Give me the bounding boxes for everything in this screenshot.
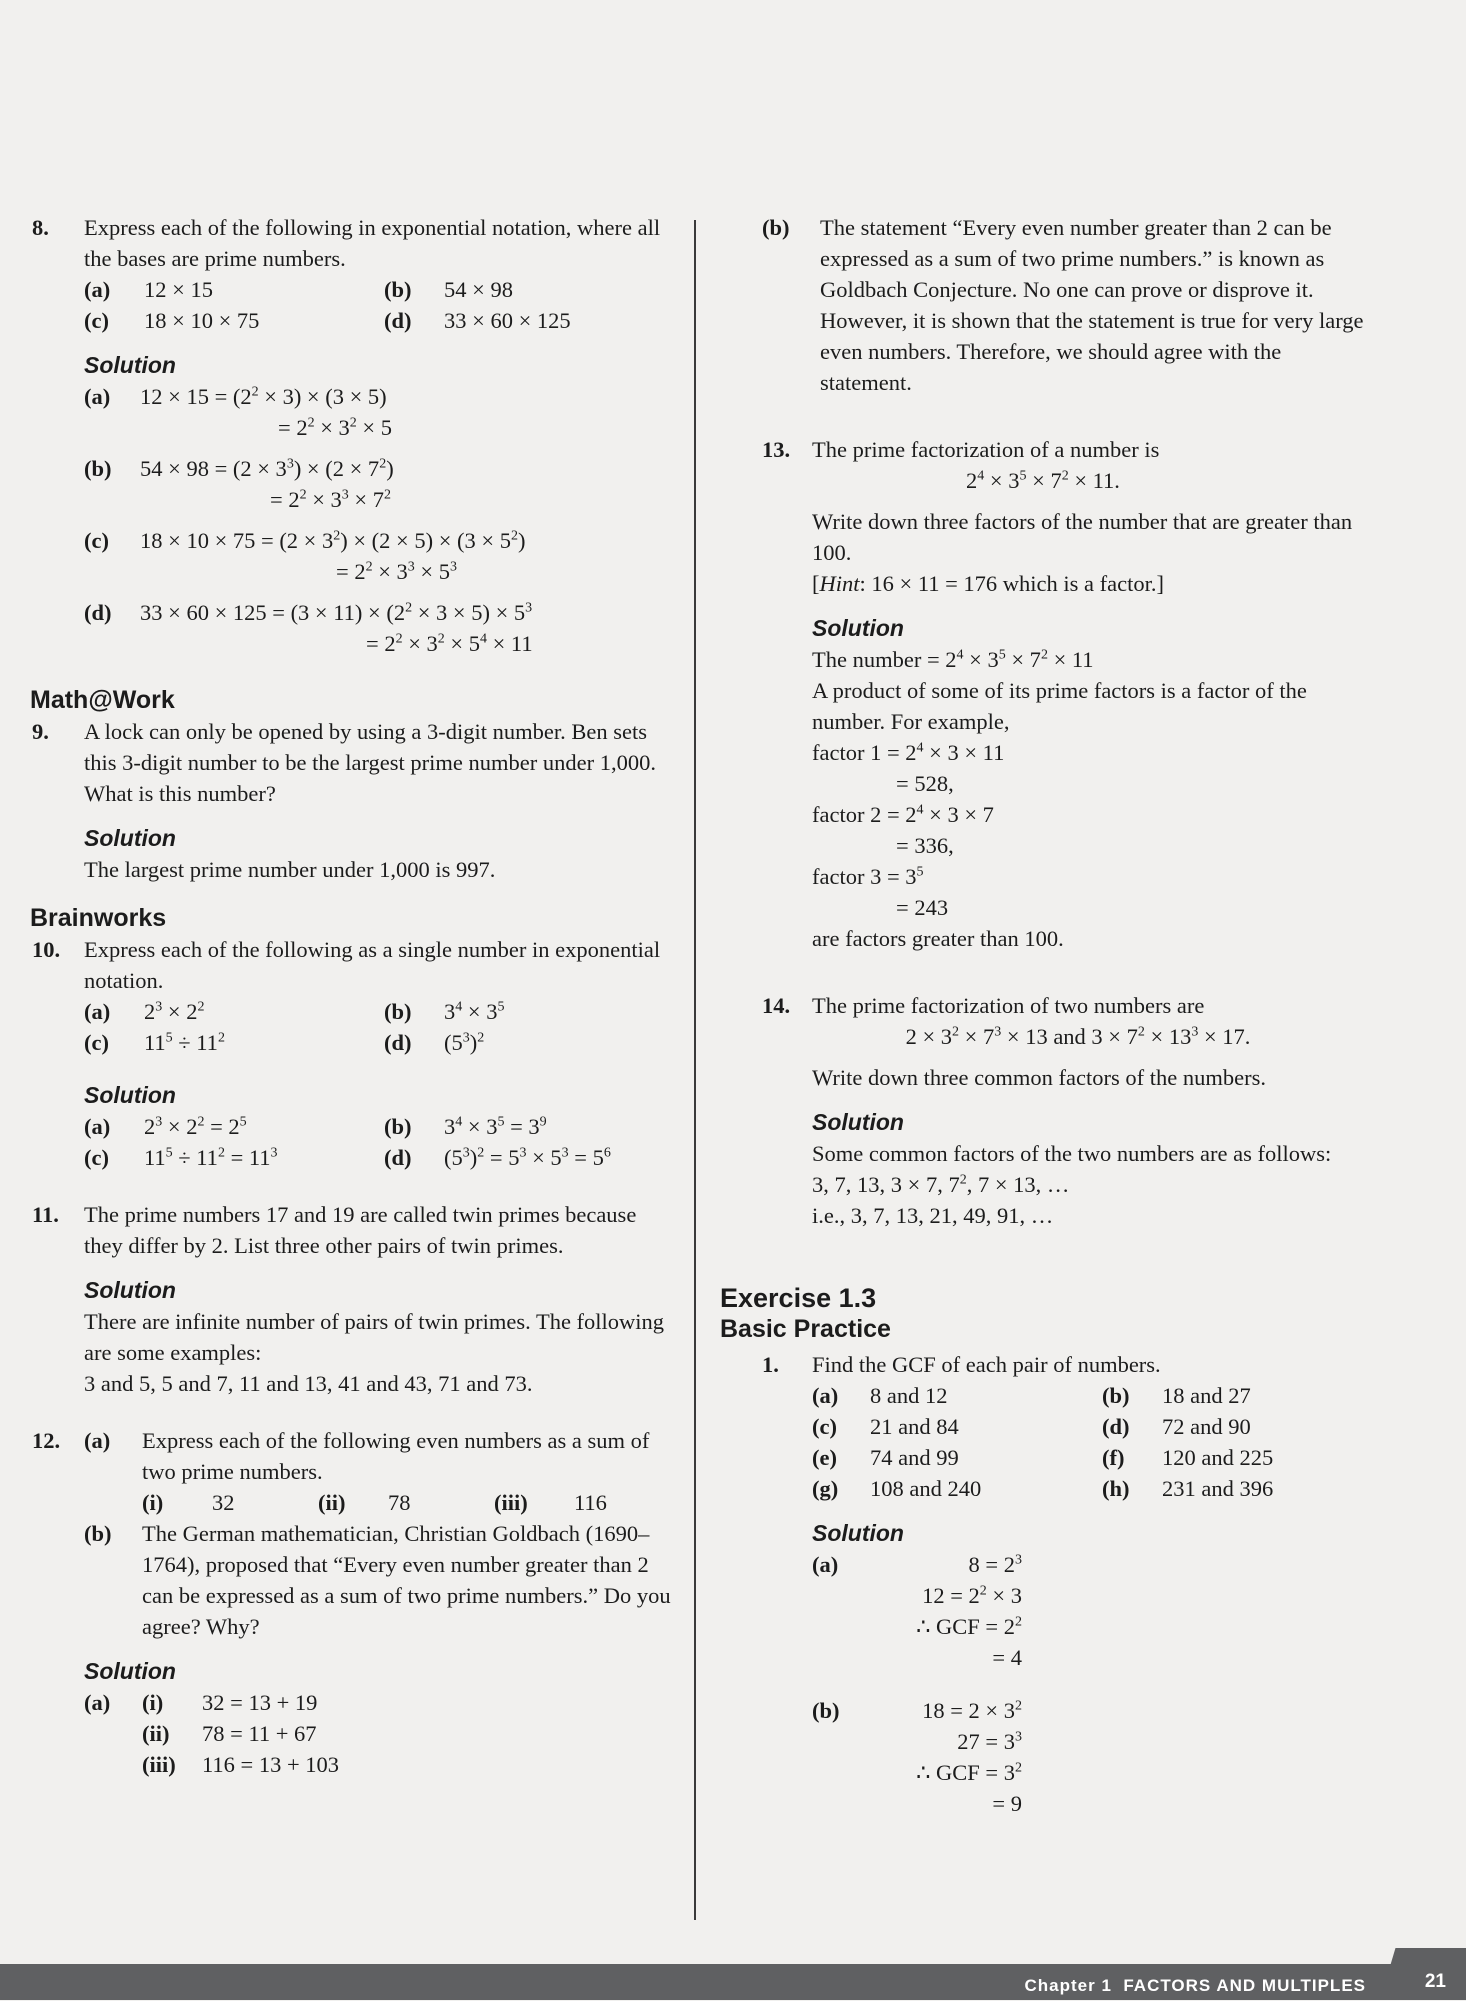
question-8 [32,212,680,659]
solution-heading: Solution [84,1082,176,1108]
question-number: 11. [32,1202,59,1227]
part-value: $2^3 \times 2^2$ [144,999,205,1024]
question-number: 1. [762,1352,779,1377]
question-parts [84,996,680,1058]
question-text: Express each of the following as a single number in exponential notation. [84,937,661,993]
equation: 32 = 13 + 19 [202,1690,318,1715]
gcf-solution [812,1695,1374,1819]
question-14 [762,990,1374,1231]
equation: 78 = 11 + 67 [202,1721,317,1746]
part-label: (b) [384,277,412,302]
question-10 [32,934,680,1173]
equation: = $2^2 \times 3^2 \times 5$ [278,415,392,440]
solution-text: A product of some of its prime factors is a factor of the number. For example, [812,678,1307,734]
equation: ∴ GCF = $2^2$ [916,1614,1022,1639]
solution-lines [142,1687,680,1780]
question-text: The prime numbers 17 and 19 are called twin primes because they differ by 2. List three other pairs of twin primes. [84,1202,637,1258]
part-value: $(5^3)^2$ [444,1030,485,1055]
sub-value: 32 [212,1490,235,1515]
factor-result: = 243 [896,895,949,920]
question-text: The prime factorization of two numbers are [812,993,1205,1018]
part-label: (b) [812,1698,840,1723]
equation: = 9 [992,1791,1022,1816]
part-label: (a) [84,384,111,409]
part-label: (c) [84,1145,109,1170]
chapter-title: FACTORS AND MULTIPLES [1123,1976,1366,1995]
gcf-solution [812,1549,1374,1673]
part-value: $3^4 \times 3^5$ [444,999,505,1024]
equation: $54 \times 98 = (2 \times 3^3) \times (2 \times 7^2)$ [140,456,394,481]
sub-label: (i) [142,1690,164,1715]
part-value: 231 and 396 [1162,1476,1274,1501]
solution-text: i.e., 3, 7, 13, 21, 49, 91, … [812,1203,1054,1228]
solution-line [142,1718,680,1749]
equation: $33 \times 60 \times 125 = (3 \times 11) \times (2^2 \times 3 \times 5) \times 5^3$ [140,600,533,625]
question-12 [32,1425,680,1780]
footer-chapter [1024,1970,1366,2001]
sub-value: 116 [574,1490,607,1515]
page-number: 21 [1424,1971,1446,1992]
part-label: (b) [84,456,112,481]
part-label: (d) [84,600,112,625]
part-label: (a) [84,1428,111,1453]
part-label: (e) [812,1445,837,1470]
part-value: 120 and 225 [1162,1445,1274,1470]
equation: $18 \times 10 \times 75 = (2 \times 3^2) \times (2 \times 5) \times (3 \times 5^2)$ [140,528,526,553]
question-number: 12. [32,1428,61,1453]
part-label: (a) [812,1383,839,1408]
solution-text: There are infinite number of pairs of twin primes. The following are some examples: [84,1309,665,1365]
solution-part [84,597,680,659]
part-value: 54 × 98 [444,277,513,302]
question-number: 13. [762,437,791,462]
expression: $2^4 \times 3^5 \times 7^2 \times 11$. [966,468,1120,493]
question-number: 14. [762,993,791,1018]
part-label: (a) [812,1552,839,1577]
part-value: $11^5 \div 11^2 = 11^3$ [144,1145,278,1170]
section-heading-brainworks: Brainworks [30,904,167,932]
part-text: Express each of the following even numbers as a sum of two prime numbers. [142,1428,650,1484]
hint: [Hint: 16 × 11 = 176 which is a factor.] [812,571,1165,596]
part-value: 72 and 90 [1162,1414,1251,1439]
part-label: (a) [84,999,111,1024]
part-value: $11^5 \div 11^2$ [144,1030,225,1055]
section-heading-mathwork: Math@Work [30,686,175,714]
part-label [84,484,140,515]
solution-line [84,484,680,515]
part-label: (d) [1102,1414,1130,1439]
part-value: 12 × 15 [144,277,213,302]
part-label: (f) [1102,1445,1125,1470]
part-label: (g) [812,1476,839,1501]
question-text: Find the GCF of each pair of numbers. [812,1352,1161,1377]
part-label: (h) [1102,1476,1130,1501]
part-label: (c) [84,1030,109,1055]
part-value: $2^3 \times 2^2 = 2^5$ [144,1114,247,1139]
solution-heading: Solution [84,352,176,378]
part-value: 18 × 10 × 75 [144,308,260,333]
question-number: 9. [32,719,49,744]
part-label: (d) [384,1145,412,1170]
part-text: The German mathematician, Christian Goldbach (1690–1764), proposed that “Every even number greater than 2 can be expressed as a sum of two prime numbers.” Do you agree? Why? [142,1521,671,1639]
factor-result: = 528, [896,771,954,796]
expression: $2 \times 3^2 \times 7^3 \times 13$ and $3 \times 7^2 \times 13^3 \times 17$. [905,1024,1251,1049]
exercise-question-1 [762,1349,1374,1819]
part-value: $(5^3)^2 = 5^3 \times 5^3 = 5^6$ [444,1145,611,1170]
solution-heading: Solution [84,1658,176,1684]
solution-12a [84,1687,680,1780]
sub-label: (ii) [318,1490,346,1515]
question-number: 8. [32,215,49,240]
solution-heading: Solution [812,1109,904,1135]
solution-line [84,556,680,587]
part-label: (b) [84,1521,112,1546]
gcf-lines [872,1695,1022,1819]
solution-heading: Solution [84,825,176,851]
exercise-subheading: Basic Practice [720,1315,891,1343]
factor-line: factor $1 = 2^4 \times 3 \times 11$ [812,740,1005,765]
left-column [32,212,680,1780]
right-column-content [720,212,1374,1819]
solution-line [84,628,680,659]
part-label: (b) [762,215,790,240]
equation: $8 = 2^3$ [968,1552,1022,1577]
part-label: (a) [84,277,111,302]
part-label: (d) [384,308,412,333]
question-number: 10. [32,937,61,962]
part-value: 74 and 99 [870,1445,959,1470]
part-value: 18 and 27 [1162,1383,1251,1408]
footer-page-tab [1380,1948,1466,2000]
solution-body [84,1111,680,1173]
solution-part [84,525,680,587]
question-text: A lock can only be opened by using a 3-digit number. Ben sets this 3-digit number to be the largest prime number under 1,000. What is this number? [84,719,656,806]
factor-line: factor $3 = 3^5$ [812,864,924,889]
part-label [84,628,140,659]
solution-text: are factors greater than 100. [812,926,1064,951]
solution-line [84,597,680,628]
question-12a [84,1425,680,1518]
question-12b [84,1518,680,1642]
equation: = 4 [992,1645,1022,1670]
solution-heading: Solution [812,1520,904,1546]
question-13 [762,434,1374,954]
equation: ∴ GCF = $3^2$ [916,1760,1022,1785]
part-value: 8 and 12 [870,1383,948,1408]
sub-label: (iii) [494,1490,528,1515]
part-value: 21 and 84 [870,1414,959,1439]
part-label [84,412,140,443]
equation: = $2^2 \times 3^2 \times 5^4 \times 11$ [366,631,533,656]
factor-line: factor $2 = 2^4 \times 3 \times 7$ [812,802,994,827]
solution-text: The statement “Every even number greater than 2 can be expressed as a sum of two prime numbers.” is known as Goldbach Conjecture. No one can prove or disprove it. However, it is shown that the statement is true for very large even numbers. Therefore, we should agree with the statement. [820,215,1364,395]
part-value: 108 and 240 [870,1476,982,1501]
sub-parts [142,1487,680,1518]
solution-text: 3, 7, 13, 3 × 7, $7^2$, 7 × 13, … [812,1172,1070,1197]
part-label: (a) [84,1114,111,1139]
question-text: Express each of the following in exponential notation, where all the bases are prime numbers. [84,215,661,271]
question-text-2: Write down three factors of the number that are greater than 100. [812,509,1353,565]
solution-line [142,1687,680,1718]
solution-part [84,381,680,443]
sub-label: (iii) [142,1752,176,1777]
part-label: (a) [84,1690,111,1715]
equation: = $2^2 \times 3^3 \times 7^2$ [270,487,391,512]
solution-heading: Solution [84,1277,176,1303]
part-label: (c) [84,308,109,333]
question-9 [32,716,680,885]
sub-label: (i) [142,1490,164,1515]
solution-body [84,381,680,659]
part-value: $3^4 \times 3^5 = 3^9$ [444,1114,547,1139]
part-value: 33 × 60 × 125 [444,308,571,333]
equation: 116 = 13 + 103 [202,1752,340,1777]
question-11 [32,1199,680,1399]
question-parts [812,1380,1374,1504]
part-label: (b) [384,1114,412,1139]
equation: $12 = 2^2 \times 3$ [922,1583,1022,1608]
part-label: (b) [384,999,412,1024]
sub-label: (ii) [142,1721,170,1746]
gcf-lines [872,1549,1022,1673]
solution-text: The largest prime number under 1,000 is 997. [84,857,496,882]
solution-line [84,412,680,443]
solution-text: The number = $2^4 \times 3^5 \times 7^2 \times 11$ [812,647,1094,672]
column-divider [694,220,696,1920]
question-text-2: Write down three common factors of the numbers. [812,1065,1266,1090]
equation: $12 \times 15 = (2^2 \times 3) \times (3 \times 5)$ [140,384,387,409]
exercise-heading: Exercise 1.3 [720,1283,877,1313]
part-label: (b) [1102,1383,1130,1408]
solution-part [84,453,680,515]
solution-12b [762,212,1374,398]
part-label: (d) [384,1030,412,1055]
equation: $18 = 2 \times 3^2$ [922,1698,1022,1723]
part-label: (c) [84,528,109,553]
solution-heading: Solution [812,615,904,641]
equation: $27 = 3^3$ [957,1729,1022,1754]
part-label [84,556,140,587]
solution-text: Some common factors of the two numbers are as follows: [812,1141,1332,1166]
solution-line [84,453,680,484]
solution-line [84,525,680,556]
equation: = $2^2 \times 3^3 \times 5^3$ [336,559,457,584]
part-label: (c) [812,1414,837,1439]
solution-line [142,1749,680,1780]
question-parts [84,274,680,336]
sub-value: 78 [388,1490,411,1515]
question-text: The prime factorization of a number is [812,437,1160,462]
chapter-label: Chapter 1 [1024,1976,1112,1995]
factor-result: = 336, [896,833,954,858]
solution-line [84,381,680,412]
solution-text-examples: 3 and 5, 5 and 7, 11 and 13, 41 and 43, 71 and 73. [84,1371,533,1396]
